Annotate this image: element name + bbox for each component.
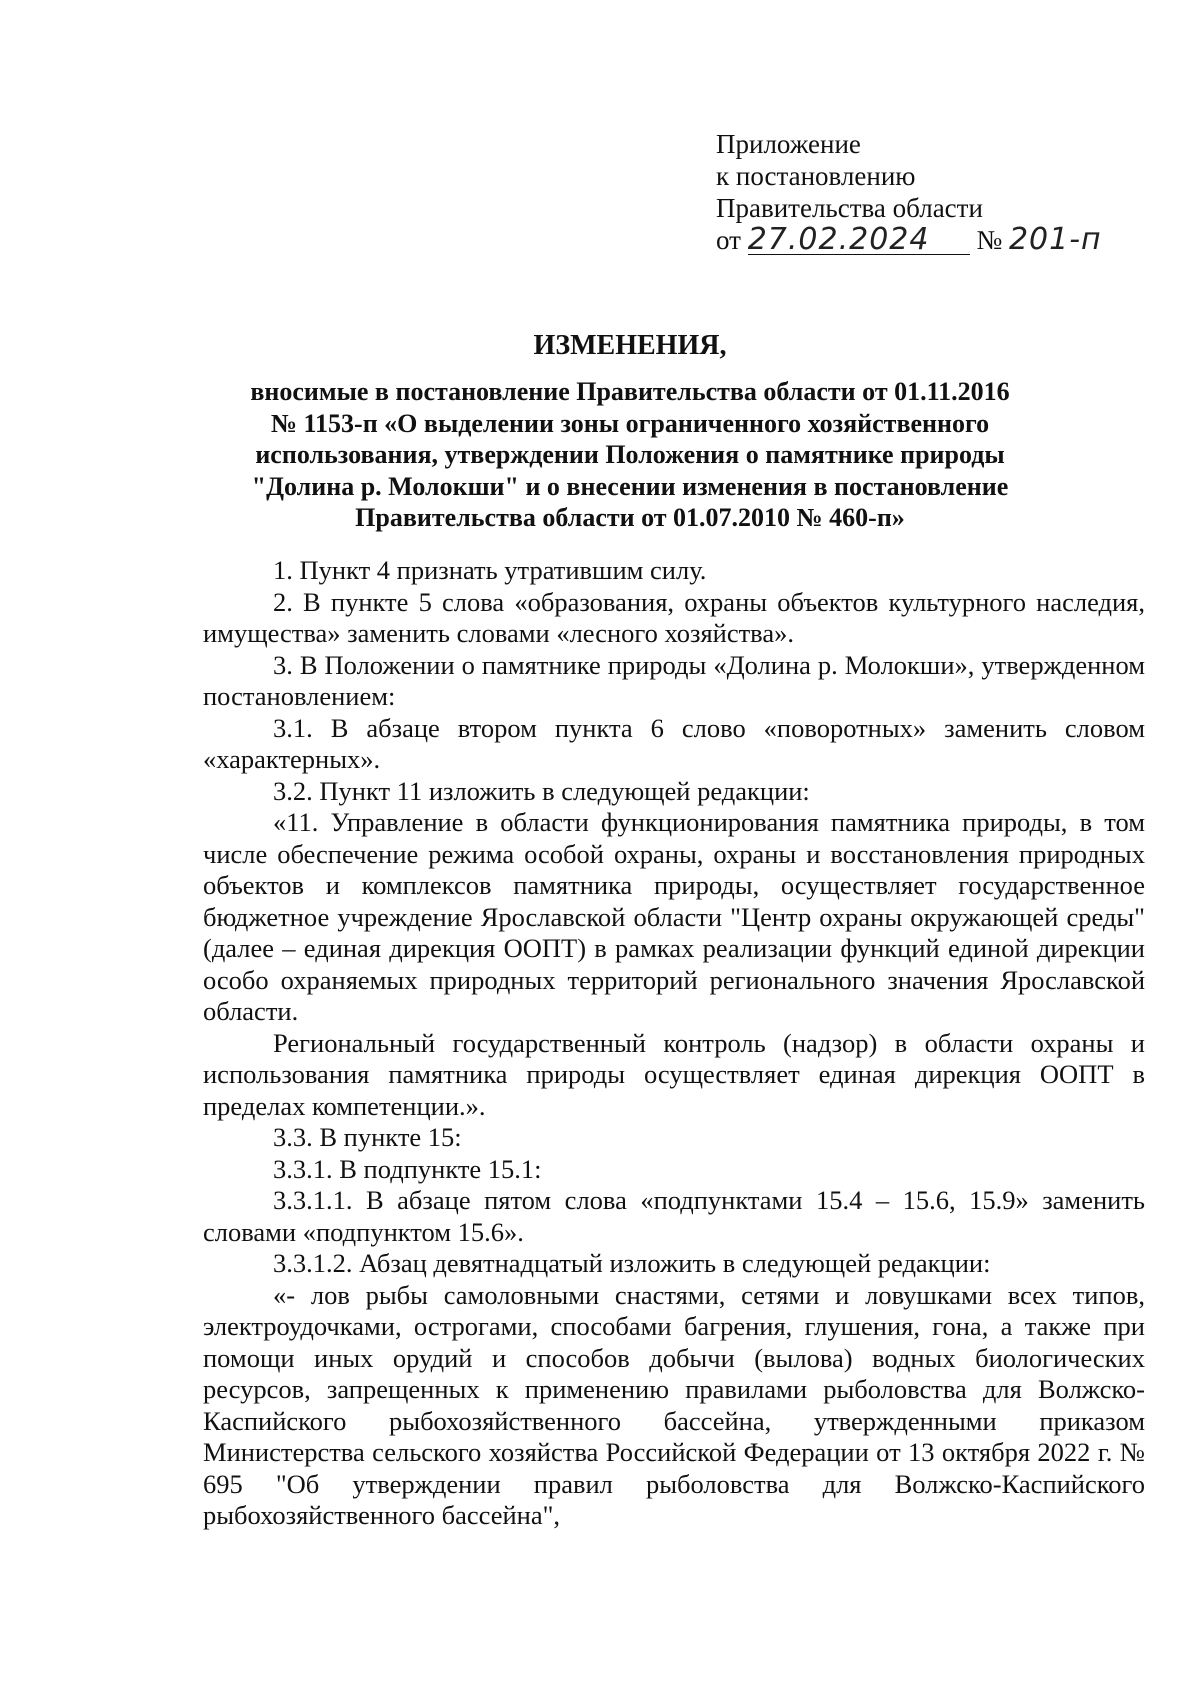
paragraph: «11. Управление в области функционирования памятника природы, в том числе обеспечение режима особой охраны, охраны и восстановления природных объектов и комплексов памятника природы, осуществляет государственное бюджетное учреждение Ярославской области "Центр охраны окружающей среды" (далее – единая дирекция ООПТ) в рамках реализации функций единой дирекции особо охраняемых природных территорий регионального значения Ярославской области. [203,807,1145,1026]
title-sub-line: использования, утверждении Положения о памятнике природы [255,440,1005,469]
paragraph: 3.2. Пункт 11 изложить в следующей редакции: [273,775,810,806]
appendix-date-line [716,224,1146,256]
paragraph: 3. В Положении о памятнике природы «Долина р. Молокши», утвержденном постановлением: [203,649,1145,711]
title-sub-line: Правительства области от 01.07.2010 № 460-п» [355,503,905,532]
document-body [203,555,1145,1532]
number-label: № [976,225,1003,255]
title-sub-line: № 1153-п «О выделении зоны ограниченного хозяйственного [270,408,990,438]
appendix-line-2: к постановлению [716,161,916,191]
handwritten-date: 27.02.2024 [748,226,970,255]
paragraph: 3.3. В пункте 15: [273,1122,462,1152]
title-sub-line: вносимые в постановление Правительства области от 01.11.2016 [250,377,1010,406]
paragraph: 1. Пункт 4 признать утратившим силу. [273,555,707,585]
title-subtitle [150,376,1110,534]
paragraph: Региональный государственный контроль (надзор) в области охраны и использования памятника природы осуществляет единая дирекция ООПТ в пределах компетенции.». [203,1027,1145,1121]
paragraph: «- лов рыбы самоловными снастями, сетями и ловушками всех типов, электроудочками, острогами, способами багрения, глушения, гона, а также при помощи иных орудий и способов добычи (вылова) водных биологических ресурсов, запрещенных к применению правилами рыболовства для Волжско-Каспийского рыбохозяйственного бассейна, утвержденными приказом Министерства сельского хозяйства Российской Федерации от 13 октября 2022 г. № 695 "Об утверждении правил рыболовства для Волжско-Каспийского рыбохозяйственного бассейна", [203,1279,1145,1530]
paragraph: 3.1. В абзаце втором пункта 6 слово «поворотных» заменить словом «характерных». [203,712,1145,774]
handwritten-number: 201-п [1008,222,1102,257]
paragraph: 3.3.1.2. Абзац девятнадцатый изложить в следующей редакции: [273,1248,991,1278]
paragraph: 3.3.1. В подпункте 15.1: [273,1153,542,1184]
appendix-block [716,128,1146,256]
appendix-line-3: Правительства области [716,193,983,223]
title-sub-line: "Долина р. Молокши" и о внесении изменения в постановление [251,471,1009,501]
paragraph: 3.3.1.1. В абзаце пятом слова «подпунктами 15.4 – 15.6, 15.9» заменить словами «подпунктом 15.6». [203,1185,1145,1247]
title-main: ИЗМЕНЕНИЯ, [533,330,727,361]
paragraph: 2. В пункте 5 слова «образования, охраны объектов культурного наследия, имущества» заменить словами «лесного хозяйства». [203,586,1145,648]
document-title [150,330,1110,534]
from-label: от [716,225,741,255]
appendix-line-1: Приложение [716,129,861,159]
